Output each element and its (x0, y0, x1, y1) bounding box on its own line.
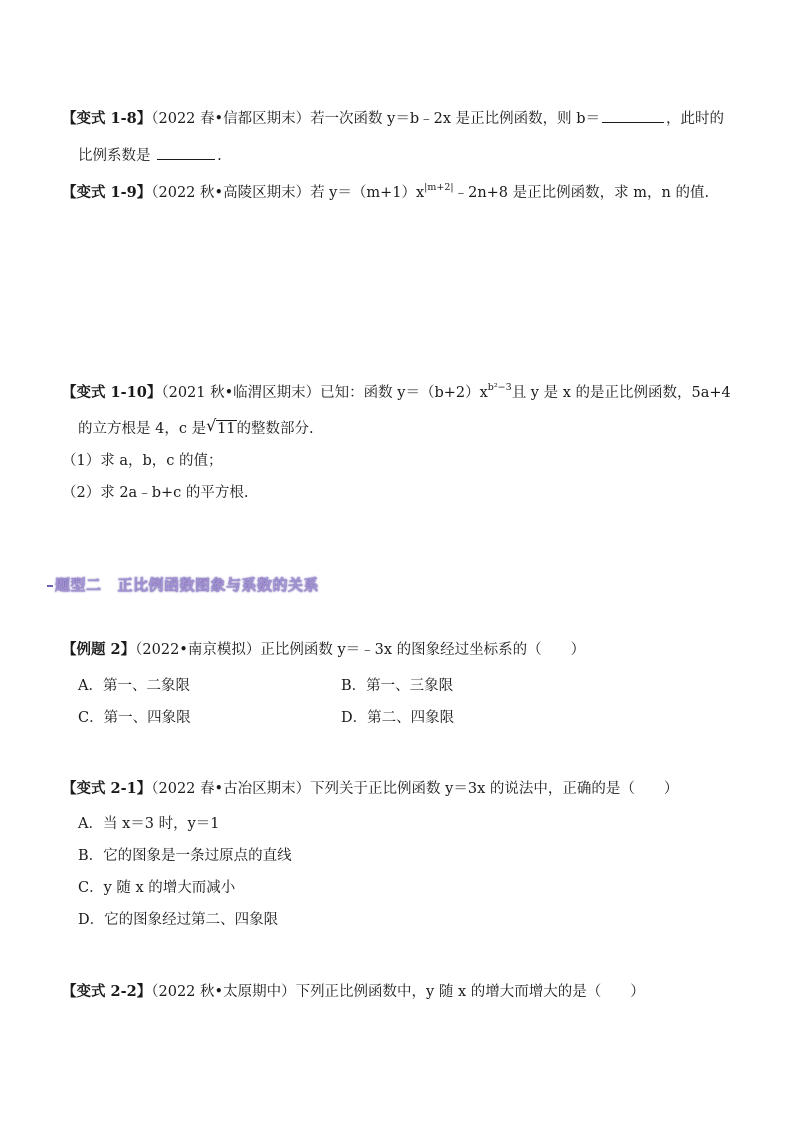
question-text: （2022 春•信都区期末）若一次函数 y＝b﹣2x 是正比例函数，则 b＝ (151, 111, 601, 127)
heading-marker (47, 585, 53, 587)
option-c[interactable]: C．第一、四象限 (78, 710, 191, 726)
question-text: （2022 秋•太原期中）下列正比例函数中，y 随 x 的增大而增大的是（ ） (151, 984, 645, 1000)
section-title: 正比例函数图象与系数的关系 (117, 576, 320, 594)
question-text: （2022 春•古冶区期末）下列关于正比例函数 y＝3x 的说法中，正确的是（ ） (151, 781, 679, 797)
option-b[interactable]: B．第一、三象限 (341, 678, 454, 694)
radicand: 11 (217, 421, 236, 437)
section-label: 题型二 (55, 576, 102, 594)
question-tag: 【变式 1-9】 (62, 184, 152, 201)
question-text-cont: 且 y 是 x 的是正比例函数，5a+4 (511, 385, 731, 401)
question-tag: 【变式 1-10】 (62, 384, 162, 401)
square-root (206, 416, 236, 439)
question-text: 的立方根是 4，c 是 (78, 421, 207, 437)
option-c[interactable]: C．y 随 x 的增大而减小 (78, 880, 236, 896)
sub-question-2: （2）求 2a﹣b+c 的平方根. (62, 485, 249, 501)
radical-sign-icon: √ (206, 416, 217, 435)
question-1-8-line2 (78, 145, 222, 166)
option-a[interactable]: A．第一、二象限 (78, 678, 190, 694)
option-d[interactable]: D．第二、四象限 (341, 710, 455, 726)
question-text: （2021 秋•临渭区期末）已知：函数 y＝（b+2）x (161, 385, 488, 401)
answer-blank[interactable] (602, 108, 664, 123)
exponent: |m+2| (424, 182, 454, 193)
exponent: b²−3 (487, 382, 512, 393)
sub-question-1: （1）求 a，b，c 的值； (62, 453, 223, 469)
question-text: 比例系数是 (78, 148, 151, 164)
question-text: （2022 秋•高陵区期末）若 y＝（m+1）x (151, 185, 425, 201)
section-heading (47, 574, 319, 595)
question-1-10 (62, 383, 731, 405)
question-2-1 (62, 779, 678, 799)
question-1-10-line2 (78, 416, 314, 439)
question-text-cont: ，此时的 (666, 111, 725, 127)
option-a[interactable]: A．当 x＝3 时，y＝1 (78, 816, 220, 832)
question-tag: 【例题 2】 (62, 641, 136, 658)
option-b[interactable]: B．它的图象是一条过原点的直线 (78, 848, 292, 864)
question-2-2 (62, 982, 645, 1002)
question-1-9 (62, 183, 709, 205)
question-tag: 【变式 2-1】 (62, 780, 152, 797)
answer-blank[interactable] (157, 145, 215, 160)
option-d[interactable]: D．它的图象经过第二、四象限 (78, 912, 279, 928)
question-tag: 【变式 1-8】 (62, 110, 152, 127)
question-text-cont: ﹣2n+8 是正比例函数，求 m，n 的值. (453, 185, 710, 201)
question-tag: 【变式 2-2】 (62, 983, 152, 1000)
question-1-8 (62, 108, 724, 129)
example-2 (62, 640, 585, 660)
question-text-cont: 的整数部分. (236, 421, 314, 437)
question-text-end: . (217, 148, 222, 164)
question-text: （2022•南京模拟）正比例函数 y＝﹣3x 的图象经过坐标系的（ ） (135, 642, 586, 658)
